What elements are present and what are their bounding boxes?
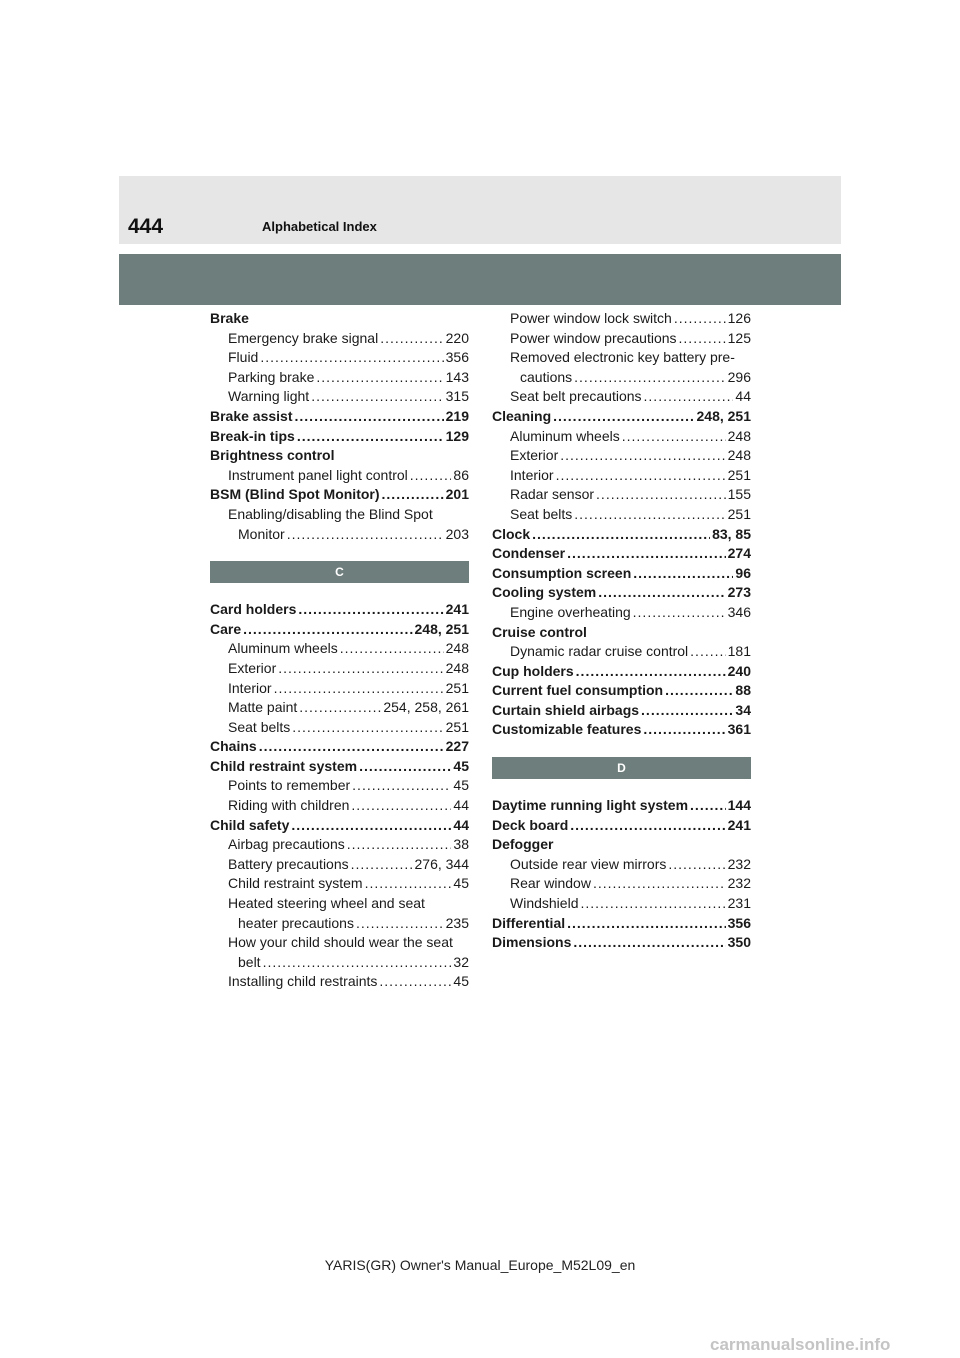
index-subentry[interactable]	[210, 972, 469, 992]
entry-label: Daytime running light system	[492, 797, 689, 814]
index-entry	[492, 835, 751, 855]
page-reference[interactable]: 254, 258, 261	[383, 699, 469, 716]
index-entry	[492, 623, 751, 643]
entry-label: Child safety	[210, 816, 290, 833]
entry-label: Chains	[210, 738, 257, 755]
entry-label: Aluminum wheels	[228, 640, 338, 657]
page-reference[interactable]: 38	[453, 836, 469, 853]
entry-label: Points to remember	[228, 777, 351, 794]
index-subentry[interactable]	[492, 309, 751, 329]
dot-leader	[598, 583, 725, 603]
entry-label: Brightness control	[210, 447, 335, 464]
page-reference[interactable]: 296	[727, 368, 751, 385]
dot-leader	[690, 796, 726, 816]
index-subentry[interactable]	[210, 698, 469, 718]
dot-leader	[532, 525, 710, 545]
index-subentry	[210, 894, 469, 914]
entry-label: Deck board	[492, 816, 569, 833]
index-entry	[210, 446, 469, 466]
entry-label: Cup holders	[492, 662, 574, 679]
index-entry[interactable]	[492, 564, 751, 584]
page-reference[interactable]: 96	[735, 564, 751, 581]
dot-leader	[553, 407, 694, 427]
page-reference[interactable]: 88	[735, 682, 751, 699]
dot-leader	[596, 485, 726, 505]
index-subentry[interactable]	[210, 776, 469, 796]
index-subentry[interactable]	[492, 603, 751, 623]
entry-label: Child restraint system	[228, 875, 363, 892]
index-column-right	[492, 309, 751, 953]
index-subentry[interactable]	[210, 525, 469, 545]
page-reference[interactable]: 235	[445, 914, 469, 931]
dot-leader	[574, 368, 725, 388]
index-subentry[interactable]	[492, 466, 751, 486]
entry-label: Fluid	[228, 349, 259, 366]
page-reference[interactable]: 248, 251	[414, 620, 469, 637]
entry-label: Dimensions	[492, 934, 572, 951]
entry-label: Seat belt precautions	[510, 388, 642, 405]
index-subentry[interactable]	[492, 642, 751, 662]
index-entry[interactable]	[492, 701, 751, 721]
dot-leader	[567, 914, 726, 934]
index-entry[interactable]	[492, 544, 751, 564]
dot-leader	[351, 796, 451, 816]
index-entry[interactable]	[210, 737, 469, 757]
entry-label: How your child should wear the seat	[228, 934, 453, 951]
dot-leader	[690, 642, 725, 662]
entry-label: Heated steering wheel and seat	[228, 895, 425, 912]
index-subentry[interactable]	[210, 796, 469, 816]
dot-leader	[622, 427, 726, 447]
entry-label: BSM (Blind Spot Monitor)	[210, 486, 380, 503]
entry-label: Power window precautions	[510, 329, 677, 346]
dot-leader	[316, 368, 443, 388]
dot-leader	[278, 659, 443, 679]
page-reference[interactable]: 356	[727, 914, 751, 931]
page-reference[interactable]: 273	[727, 584, 751, 601]
dot-leader	[570, 816, 725, 836]
index-subentry[interactable]	[210, 387, 469, 407]
footer-manual-id: YARIS(GR) Owner's Manual_Europe_M52L09_en	[324, 1257, 636, 1273]
entry-label: Rear window	[510, 875, 591, 892]
dot-leader	[365, 874, 452, 894]
dot-leader	[287, 525, 444, 545]
entry-label: Interior	[228, 679, 272, 696]
page-reference[interactable]: 34	[735, 701, 751, 718]
dot-leader	[382, 485, 444, 505]
page-reference[interactable]: 251	[727, 466, 751, 483]
entry-label: Enabling/disabling the Blind Spot	[228, 505, 433, 522]
dot-leader	[340, 639, 444, 659]
page-reference[interactable]: 248	[727, 447, 751, 464]
page-reference[interactable]: 274	[727, 545, 751, 562]
index-entry[interactable]	[210, 757, 469, 777]
entry-label: Outside rear view mirrors	[510, 855, 667, 872]
page-number: 444	[128, 215, 164, 238]
page-reference[interactable]: 44	[453, 797, 469, 814]
page-reference[interactable]: 241	[445, 601, 469, 618]
entry-label: Interior	[510, 466, 554, 483]
dot-leader	[299, 698, 381, 718]
page-reference[interactable]: 83, 85	[712, 525, 751, 542]
entry-label: Differential	[492, 914, 566, 931]
page-reference[interactable]: 248	[445, 640, 469, 657]
entry-label: Cleaning	[492, 407, 552, 424]
dot-leader	[356, 914, 444, 934]
entry-label: Engine overheating	[510, 603, 631, 620]
dot-leader	[380, 329, 443, 349]
entry-label: Condenser	[492, 545, 566, 562]
index-entry[interactable]	[492, 407, 751, 427]
index-subentry[interactable]	[492, 446, 751, 466]
index-entry[interactable]	[492, 796, 751, 816]
index-subentry	[492, 348, 751, 368]
dot-leader	[679, 329, 726, 349]
index-entry[interactable]	[492, 681, 751, 701]
index-subentry[interactable]	[492, 505, 751, 525]
page-reference[interactable]: 44	[453, 816, 469, 833]
dot-leader	[644, 387, 734, 407]
page-reference[interactable]: 356	[445, 349, 469, 366]
dot-leader	[643, 720, 725, 740]
entry-label: Radar sensor	[510, 486, 595, 503]
page-reference[interactable]: 251	[445, 718, 469, 735]
page-reference[interactable]: 44	[735, 388, 751, 405]
page-reference[interactable]: 232	[727, 855, 751, 872]
page-reference[interactable]: 45	[453, 757, 469, 774]
entry-label: Battery precautions	[228, 855, 349, 872]
dot-leader	[556, 466, 726, 486]
entry-label: Instrument panel light control	[228, 466, 408, 483]
page-reference[interactable]: 346	[727, 603, 751, 620]
dot-leader	[674, 309, 726, 329]
dot-leader	[567, 544, 726, 564]
page-reference[interactable]: 32	[453, 953, 469, 970]
index-subentry[interactable]	[492, 855, 751, 875]
dot-leader	[633, 603, 726, 623]
page-reference[interactable]: 219	[445, 407, 469, 424]
index-entry[interactable]	[492, 525, 751, 545]
entry-label: Defogger	[492, 836, 554, 853]
index-subentry[interactable]	[210, 953, 469, 973]
index-subentry	[210, 933, 469, 953]
dot-leader	[573, 933, 725, 953]
dot-leader	[259, 737, 444, 757]
entry-label: Brake assist	[210, 407, 293, 424]
page-reference[interactable]: 248	[445, 659, 469, 676]
entry-label: Child restraint system	[210, 757, 358, 774]
page-reference[interactable]: 45	[453, 777, 469, 794]
page-reference[interactable]: 86	[453, 466, 469, 483]
index-subentry	[210, 505, 469, 525]
entry-label: Current fuel consumption	[492, 682, 664, 699]
page-reference[interactable]: 232	[727, 875, 751, 892]
entry-label: Card holders	[210, 601, 297, 618]
dot-leader	[379, 972, 451, 992]
dot-leader	[291, 816, 451, 836]
page-reference[interactable]: 231	[727, 895, 751, 912]
entry-label: Consumption screen	[492, 564, 632, 581]
dot-leader	[292, 718, 443, 738]
page-reference[interactable]: 144	[727, 797, 751, 814]
dot-leader	[668, 855, 725, 875]
entry-label: Exterior	[510, 447, 559, 464]
index-subentry[interactable]	[210, 855, 469, 875]
index-entry[interactable]	[492, 720, 751, 740]
entry-label: Seat belts	[228, 718, 291, 735]
page-reference[interactable]: 126	[727, 310, 751, 326]
dot-leader	[295, 407, 444, 427]
dot-leader	[311, 387, 443, 407]
page-reference[interactable]: 240	[727, 662, 751, 679]
page-reference[interactable]: 251	[727, 505, 751, 522]
index-entry[interactable]	[210, 427, 469, 447]
index-subentry[interactable]	[210, 466, 469, 486]
dot-leader	[560, 446, 725, 466]
page-reference[interactable]: 361	[727, 721, 751, 738]
index-subentry[interactable]	[210, 718, 469, 738]
index-subentry[interactable]	[492, 894, 751, 914]
dot-leader	[665, 681, 733, 701]
page-reference[interactable]: 241	[727, 816, 751, 833]
index-subentry[interactable]	[210, 639, 469, 659]
index-entry[interactable]	[210, 485, 469, 505]
index-subentry[interactable]	[210, 329, 469, 349]
dot-leader	[298, 600, 443, 620]
entry-label: Warning light	[228, 388, 310, 405]
watermark: carmanualsonline.info	[710, 1335, 891, 1354]
entry-label: Cooling system	[492, 584, 597, 601]
entry-label: Monitor	[238, 525, 285, 542]
dot-leader	[633, 564, 733, 584]
entry-label: Matte paint	[228, 699, 298, 716]
section-letter-header: C	[210, 561, 469, 583]
index-entry[interactable]	[210, 816, 469, 836]
entry-label: Care	[210, 620, 242, 637]
index-subentry[interactable]	[210, 659, 469, 679]
dot-leader	[260, 348, 443, 368]
entry-label: Cruise control	[492, 623, 587, 640]
index-entry[interactable]	[492, 583, 751, 603]
page-reference[interactable]: 220	[445, 329, 469, 346]
section-letter-header: D	[492, 757, 751, 779]
index-entry[interactable]	[210, 620, 469, 640]
entry-label: belt	[238, 953, 261, 970]
index-subentry[interactable]	[492, 485, 751, 505]
entry-label: Removed electronic key battery pre-	[510, 349, 735, 366]
index-entry[interactable]	[210, 407, 469, 427]
entry-label: Power window lock switch	[510, 310, 672, 326]
entry-label: Aluminum wheels	[510, 427, 620, 444]
page-reference[interactable]: 129	[445, 427, 469, 444]
entry-label: Dynamic radar cruise control	[510, 643, 689, 660]
entry-label: Curtain shield airbags	[492, 701, 640, 718]
index-entry[interactable]	[210, 600, 469, 620]
index-subentry[interactable]	[492, 427, 751, 447]
dot-leader	[352, 776, 451, 796]
dot-leader	[574, 505, 725, 525]
entry-label: cautions	[520, 368, 573, 385]
index-entry[interactable]	[492, 933, 751, 953]
index-subentry[interactable]	[210, 914, 469, 934]
entry-label: Parking brake	[228, 368, 315, 385]
page-reference[interactable]: 350	[727, 934, 751, 951]
dot-leader	[297, 427, 444, 447]
page-reference[interactable]: 155	[727, 486, 751, 503]
page-reference[interactable]: 143	[445, 368, 469, 385]
dot-leader	[593, 874, 726, 894]
entry-label: Installing child restraints	[228, 973, 378, 990]
index-subentry[interactable]	[492, 874, 751, 894]
page-reference[interactable]: 125	[727, 329, 751, 346]
page-header	[119, 176, 841, 244]
page-reference[interactable]: 45	[453, 875, 469, 892]
entry-label: Airbag precautions	[228, 836, 345, 853]
index-subentry[interactable]	[492, 368, 751, 388]
entry-label: Exterior	[228, 659, 277, 676]
entry-label: Emergency brake signal	[228, 329, 379, 346]
entry-label: Break-in tips	[210, 427, 295, 444]
dot-leader	[410, 466, 452, 486]
page-title: Alphabetical Index	[262, 219, 377, 234]
dot-leader	[580, 894, 725, 914]
entry-label: Customizable features	[492, 721, 642, 738]
page-reference[interactable]: 45	[453, 973, 469, 990]
index-subentry[interactable]	[210, 835, 469, 855]
index-subentry[interactable]	[210, 679, 469, 699]
page-reference[interactable]: 203	[445, 525, 469, 542]
index-entry	[210, 309, 469, 329]
index-subentry[interactable]	[492, 387, 751, 407]
index-subentry[interactable]	[210, 368, 469, 388]
page-reference[interactable]: 315	[445, 388, 469, 405]
dot-leader	[243, 620, 412, 640]
index-subentry[interactable]	[210, 348, 469, 368]
dot-leader	[359, 757, 451, 777]
dot-leader	[263, 953, 452, 973]
dot-leader	[274, 679, 444, 699]
entry-label: Clock	[492, 525, 531, 542]
page-reference[interactable]: 276, 344	[414, 855, 469, 872]
page-reference[interactable]: 201	[445, 486, 469, 503]
dot-leader	[347, 835, 452, 855]
page-reference[interactable]: 227	[445, 738, 469, 755]
page-reference[interactable]: 248	[727, 427, 751, 444]
entry-label: Windshield	[510, 895, 579, 912]
index-entry[interactable]	[492, 662, 751, 682]
dot-leader	[641, 701, 733, 721]
header-band	[119, 254, 841, 305]
page-reference[interactable]: 251	[445, 679, 469, 696]
index-entry[interactable]	[492, 816, 751, 836]
index-column-left	[210, 309, 469, 992]
index-subentry[interactable]	[210, 874, 469, 894]
entry-label: Riding with children	[228, 797, 350, 814]
page-reference[interactable]: 181	[727, 643, 751, 660]
entry-label: Brake	[210, 310, 249, 326]
entry-label: Seat belts	[510, 505, 573, 522]
entry-label: heater precautions	[238, 914, 354, 931]
dot-leader	[576, 662, 726, 682]
page-reference[interactable]: 248, 251	[696, 407, 751, 424]
dot-leader	[351, 855, 413, 875]
index-entry[interactable]	[492, 914, 751, 934]
index-subentry[interactable]	[492, 329, 751, 349]
